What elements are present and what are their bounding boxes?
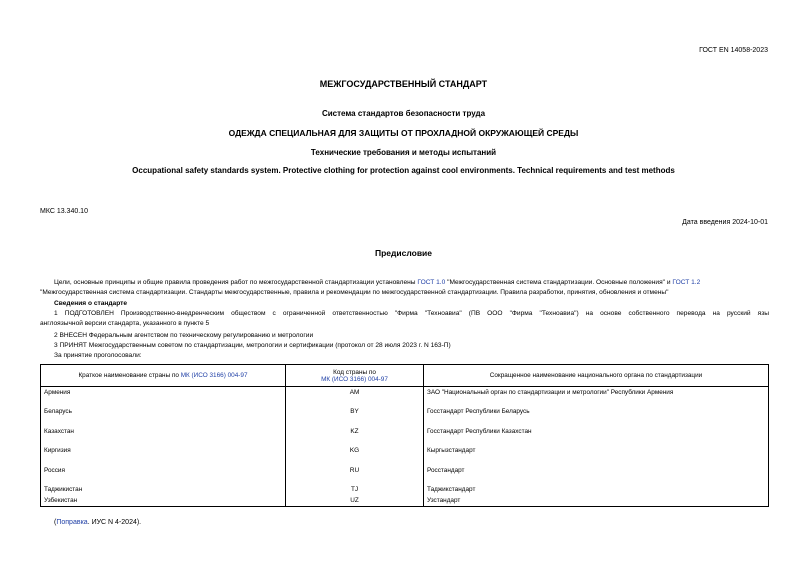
national-body: Росстандарт: [424, 465, 769, 485]
header-country-name: Краткое наименование страны по МК (ИСО 3166) 004-97: [41, 365, 286, 387]
standards-system-name: Система стандартов безопасности труда: [321, 109, 486, 118]
country-name: Казахстан: [41, 426, 286, 446]
country-code: KG: [286, 445, 424, 465]
foreword-text-3: "Межгосударственная система стандартизации. Стандарты межгосударственные, правила и рекомендации по межгосударственной стандартизации. Правила разработки, принятия, обновления и отмены": [40, 289, 669, 296]
country-code: KZ: [286, 426, 424, 446]
standard-heading: МЕЖГОСУДАРСТВЕННЫЙ СТАНДАРТ: [319, 79, 488, 89]
country-name: Узбекистан: [41, 495, 286, 507]
national-body: Госстандарт Республики Казахстан: [424, 426, 769, 446]
national-body: Госстандарт Республики Беларусь: [424, 406, 769, 426]
foreword-text-1: Цели, основные принципы и общие правила проведения работ по межгосударственной стандартизации установлены: [54, 279, 418, 286]
document-code: ГОСТ EN 14058-2023: [699, 47, 768, 54]
header-country-code: Код страны по МК (ИСО 3166) 004-97: [286, 365, 424, 387]
table-row: [41, 465, 769, 485]
mk-iso-3166-code-link[interactable]: МК (ИСО 3166) 004-97: [321, 375, 388, 383]
country-code: BY: [286, 406, 424, 426]
country-code: UZ: [286, 495, 424, 507]
document-title-english: Occupational safety standards system. Protective clothing for protection against cool environments. Technical requirements and test methods: [132, 166, 675, 175]
table-row: [41, 406, 769, 426]
foreword-text-2: "Межгосударственная система стандартизации. Основные положения" и: [445, 279, 673, 286]
document-subtitle: Технические требования и методы испытаний: [310, 148, 497, 157]
adopted-paragraph: 3 ПРИНЯТ Межгосударственным советом по стандартизации, метрологии и сертификации (протокол от 28 июля 2023 г. N 163-П): [54, 342, 451, 349]
prepared-line-2: англоязычной версии стандарта, указанного в пункте 5: [40, 320, 210, 327]
foreword-paragraph: [40, 278, 769, 298]
table-row: [41, 495, 769, 507]
standard-info-title: Сведения о стандарте: [54, 300, 128, 307]
national-body: Узстандарт: [424, 495, 769, 507]
country-name: Армения: [41, 387, 286, 407]
country-code: RU: [286, 465, 424, 485]
table-row: [41, 387, 769, 407]
country-name: Таджикистан: [41, 484, 286, 495]
country-name: Беларусь: [41, 406, 286, 426]
countries-table: [40, 364, 769, 507]
document-title: ОДЕЖДА СПЕЦИАЛЬНАЯ ДЛЯ ЗАЩИТЫ ОТ ПРОХЛАДНОЙ ОКРУЖАЮЩЕЙ СРЕДЫ: [228, 128, 579, 138]
amendment-note: (Поправка. ИУС N 4-2024).: [54, 519, 142, 526]
table-header-row: [41, 365, 769, 387]
mks-code: МКС 13.340.10: [40, 208, 88, 215]
national-body: Таджикстандарт: [424, 484, 769, 495]
national-body: Кыргызстандарт: [424, 445, 769, 465]
gost-1-0-link[interactable]: ГОСТ 1.0: [417, 279, 446, 286]
gost-1-2-link[interactable]: ГОСТ 1.2: [672, 279, 701, 286]
national-body: ЗАО "Национальный орган по стандартизации и метрологии" Республики Армения: [424, 387, 769, 407]
table-row: [41, 445, 769, 465]
introduced-paragraph: 2 ВНЕСЕН Федеральным агентством по техническому регулированию и метрологии: [54, 332, 314, 339]
mk-iso-3166-link[interactable]: МК (ИСО 3166) 004-97: [180, 372, 248, 379]
header-national-body: Сокращенное наименование национального органа по стандартизации: [424, 365, 769, 387]
voted-paragraph: За принятие проголосовали:: [54, 352, 142, 359]
country-code: AM: [286, 387, 424, 407]
foreword-title: Предисловие: [374, 248, 433, 258]
prepared-line-1: 1 ПОДГОТОВЛЕН Производственно-внедренческим обществом с ограниченной ответственностью "Фирма "Техноавиа" (ПВ ООО "Фирма "Техноавиа") на основе собственного перевода на русский язы: [54, 310, 769, 317]
country-name: Киргизия: [41, 445, 286, 465]
prepared-paragraph: [40, 309, 769, 329]
table-row: [41, 484, 769, 495]
country-name: Россия: [41, 465, 286, 485]
country-code: TJ: [286, 484, 424, 495]
introduction-date: Дата введения 2024-10-01: [682, 219, 768, 226]
table-row: [41, 426, 769, 446]
amendment-link[interactable]: Поправка: [56, 519, 88, 526]
